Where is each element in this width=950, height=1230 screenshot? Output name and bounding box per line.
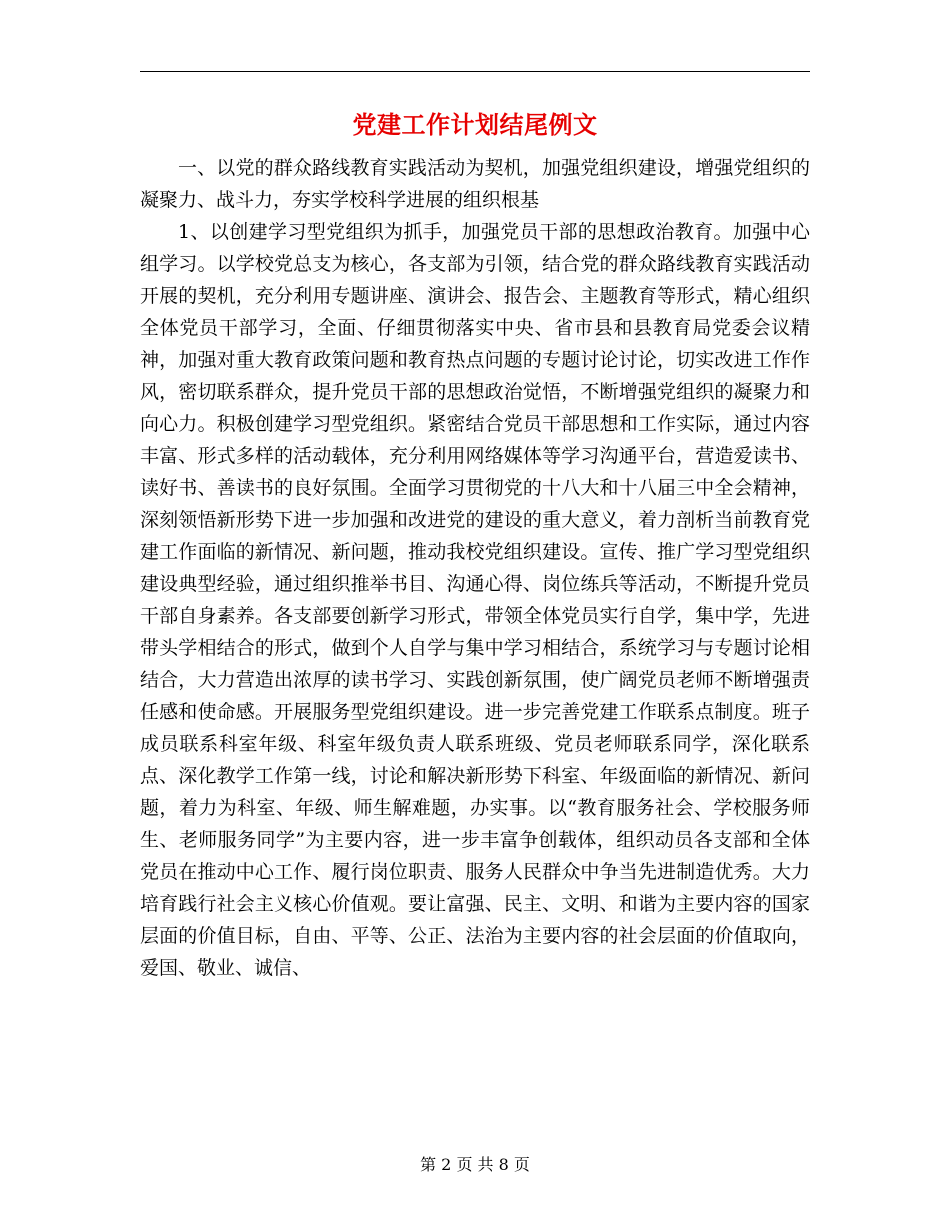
- document-body: [140, 152, 810, 984]
- paragraph-main: 1、以创建学习型党组织为抓手，加强党员干部的思想政治教育。加强中心组学习。以学校党总支为核心，各支部为引领，结合党的群众路线教育实践活动开展的契机，充分利用专题讲座、演讲会、报告会、主题教育等形式，精心组织全体党员干部学习，全面、仔细贯彻落实中央、省市县和县教育局党委会议精神，加强对重大教育政策问题和教育热点问题的专题讨论讨论，切实改进工作作风，密切联系群众，提升党员干部的思想政治觉悟，不断增强党组织的凝聚力和向心力。积极创建学习型党组织。紧密结合党员干部思想和工作实际，通过内容丰富、形式多样的活动载体，充分利用网络媒体等学习沟通平台，营造爱读书、读好书、善读书的良好氛围。全面学习贯彻党的十八大和十八届三中全会精神，深刻领悟新形势下进一步加强和改进党的建设的重大意义，着力剖析当前教育党建工作面临的新情况、新问题，推动我校党组织建设。宣传、推广学习型党组织建设典型经验，通过组织推举书目、沟通心得、岗位练兵等活动，不断提升党员干部自身素养。各支部要创新学习形式，带领全体党员实行自学，集中学，先进带头学相结合的形式，做到个人自学与集中学习相结合，系统学习与专题讨论相结合，大力营造出浓厚的读书学习、实践创新氛围，使广阔党员老师不断增强责任感和使命感。开展服务型党组织建设。进一步完善党建工作联系点制度。班子成员联系科室年级、科室年级负责人联系班级、党员老师联系同学，深化联系点、深化教学工作第一线，讨论和解决新形势下科室、年级面临的新情况、新问题，着力为科室、年级、师生解难题，办实事。以“教育服务社会、学校服务师生、老师服务同学”为主要内容，进一步丰富争创载体，组织动员各支部和全体党员在推动中心工作、履行岗位职责、服务人民群众中争当先进制造优秀。大力培育践行社会主义核心价值观。要让富强、民主、文明、和谐为主要内容的国家层面的价值目标，自由、平等、公正、法治为主要内容的社会层面的价值取向，爱国、敬业、诚信、: [140, 221, 810, 979]
- page-number: 第 2 页 共 8 页: [420, 1155, 530, 1174]
- paragraph-heading: 一、以党的群众路线教育实践活动为契机，加强党组织建设，增强党组织的凝聚力、战斗力，夯实学校科学进展的组织根基: [140, 157, 810, 211]
- document-title: 党建工作计划结尾例文: [352, 110, 598, 139]
- header-rule: [140, 71, 810, 72]
